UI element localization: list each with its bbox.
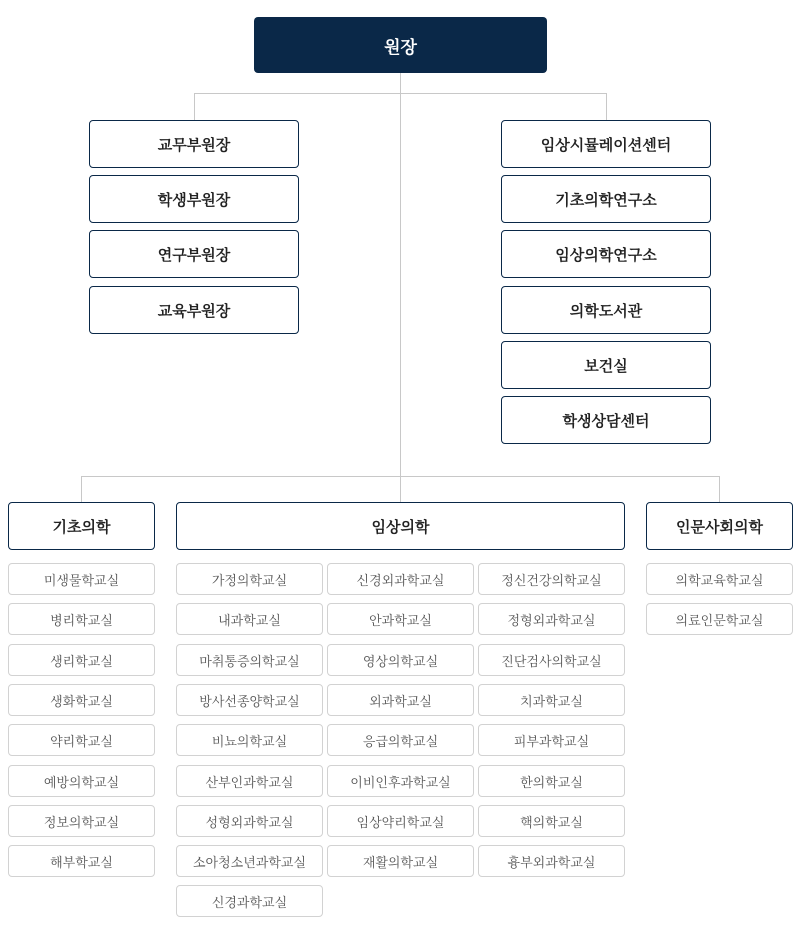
department-item[interactable]: 정보의학교실 <box>8 805 155 837</box>
department-item[interactable]: 성형외과학교실 <box>176 805 323 837</box>
upper-branch-line <box>194 93 606 94</box>
center-box[interactable]: 임상시뮬레이션센터 <box>501 120 711 168</box>
department-item[interactable]: 산부인과학교실 <box>176 765 323 797</box>
department-item[interactable]: 외과학교실 <box>327 684 474 716</box>
center-box[interactable]: 학생상담센터 <box>501 396 711 444</box>
department-item[interactable]: 영상의학교실 <box>327 644 474 676</box>
basic-medicine-header[interactable]: 기초의학 <box>8 502 155 550</box>
center-box[interactable]: 의학도서관 <box>501 286 711 334</box>
department-item[interactable]: 임상약리학교실 <box>327 805 474 837</box>
department-item[interactable]: 소아청소년과학교실 <box>176 845 323 877</box>
director-box[interactable]: 원장 <box>254 17 547 73</box>
department-item[interactable]: 안과학교실 <box>327 603 474 635</box>
department-item[interactable]: 재활의학교실 <box>327 845 474 877</box>
department-item[interactable]: 해부학교실 <box>8 845 155 877</box>
vice-president-box[interactable]: 학생부원장 <box>89 175 299 223</box>
department-item[interactable]: 마취통증의학교실 <box>176 644 323 676</box>
humanities-medicine-header[interactable]: 인문사회의학 <box>646 502 793 550</box>
department-item[interactable]: 정신건강의학교실 <box>478 563 625 595</box>
department-item[interactable]: 피부과학교실 <box>478 724 625 756</box>
department-item[interactable]: 가정의학교실 <box>176 563 323 595</box>
department-item[interactable]: 신경외과학교실 <box>327 563 474 595</box>
department-item[interactable]: 내과학교실 <box>176 603 323 635</box>
department-item[interactable]: 방사선종양학교실 <box>176 684 323 716</box>
vice-president-box[interactable]: 교무부원장 <box>89 120 299 168</box>
department-item[interactable]: 진단검사의학교실 <box>478 644 625 676</box>
humanities-drop-line <box>719 476 720 502</box>
department-item[interactable]: 의학교육학교실 <box>646 563 793 595</box>
clinical-medicine-header[interactable]: 임상의학 <box>176 502 625 550</box>
department-item[interactable]: 흉부외과학교실 <box>478 845 625 877</box>
department-item[interactable]: 예방의학교실 <box>8 765 155 797</box>
department-item[interactable]: 미생물학교실 <box>8 563 155 595</box>
vice-president-box[interactable]: 교육부원장 <box>89 286 299 334</box>
clinical-drop-line <box>400 476 401 502</box>
center-box[interactable]: 임상의학연구소 <box>501 230 711 278</box>
right-drop-line <box>606 93 607 120</box>
department-item[interactable]: 핵의학교실 <box>478 805 625 837</box>
basic-drop-line <box>81 476 82 502</box>
department-item[interactable]: 정형외과학교실 <box>478 603 625 635</box>
department-item[interactable]: 치과학교실 <box>478 684 625 716</box>
center-box[interactable]: 기초의학연구소 <box>501 175 711 223</box>
center-box[interactable]: 보건실 <box>501 341 711 389</box>
department-item[interactable]: 이비인후과학교실 <box>327 765 474 797</box>
department-item[interactable]: 신경과학교실 <box>176 885 323 917</box>
department-item[interactable]: 한의학교실 <box>478 765 625 797</box>
vice-president-box[interactable]: 연구부원장 <box>89 230 299 278</box>
department-item[interactable]: 비뇨의학교실 <box>176 724 323 756</box>
department-item[interactable]: 병리학교실 <box>8 603 155 635</box>
trunk-line <box>400 73 401 476</box>
department-item[interactable]: 응급의학교실 <box>327 724 474 756</box>
department-item[interactable]: 의료인문학교실 <box>646 603 793 635</box>
left-drop-line <box>194 93 195 120</box>
department-item[interactable]: 생리학교실 <box>8 644 155 676</box>
department-item[interactable]: 생화학교실 <box>8 684 155 716</box>
department-item[interactable]: 약리학교실 <box>8 724 155 756</box>
